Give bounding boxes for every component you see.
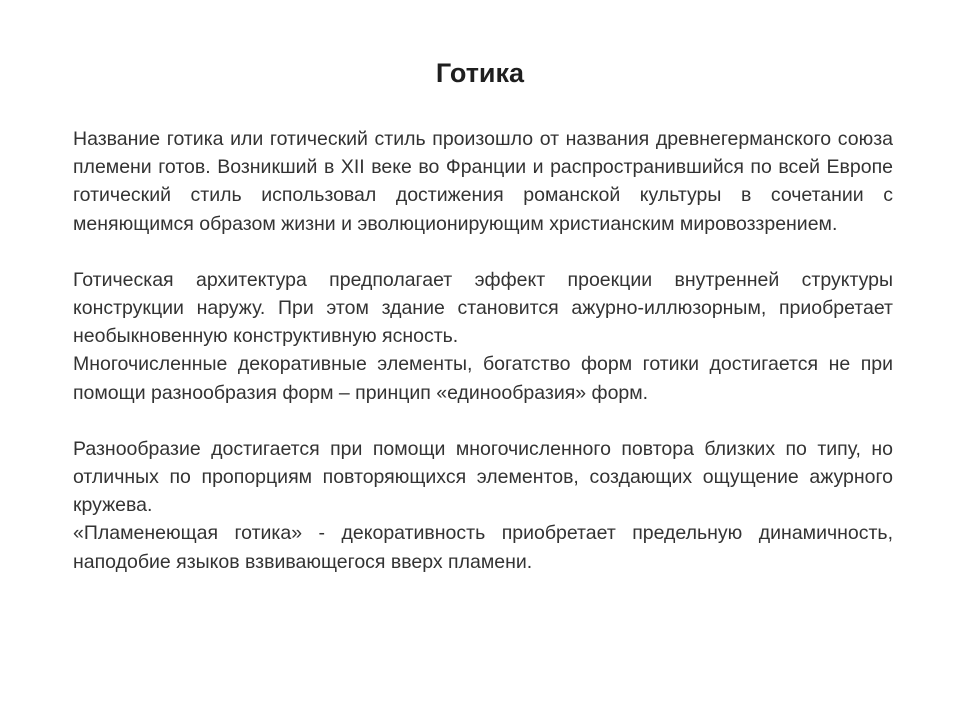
- paragraph-spacer: [73, 407, 893, 435]
- paragraph-gothic-origin: Название готика или готический стиль произошло от названия древнегерманского союза племени готов. Возникший в XII веке во Франции и распространившийся по всей Европе готический стиль использовал достижения романской культуры в сочетании с меняющимся образом жизни и эволюционирующим христианским мировоззрением.: [73, 128, 893, 235]
- slide-body: [73, 125, 893, 576]
- paragraph-flamboyant-gothic: «Пламенеющая готика» - декоративность приобретает предельную динамичность, наподобие языков взвивающегося вверх пламени.: [73, 522, 893, 573]
- paragraph-diversity: Разнообразие достигается при помощи многочисленного повтора близких по типу, но отличных по пропорциям повторяющихся элементов, создающих ощущение ажурного кружева.: [73, 437, 893, 517]
- paragraph-spacer: [73, 238, 893, 266]
- paragraph-decorative-elements: Многочисленные декоративные элементы, богатство форм готики достигается не при помощи разнообразия форм – принцип «единообразия» форм.: [73, 353, 893, 404]
- paragraph-gothic-architecture: Готическая архитектура предполагает эффект проекции внутренней структуры конструкции наружу. При этом здание становится ажурно-иллюзорным, приобретает необыкновенную конструктивную ясность.: [73, 268, 893, 348]
- slide-title: Готика: [435, 58, 525, 88]
